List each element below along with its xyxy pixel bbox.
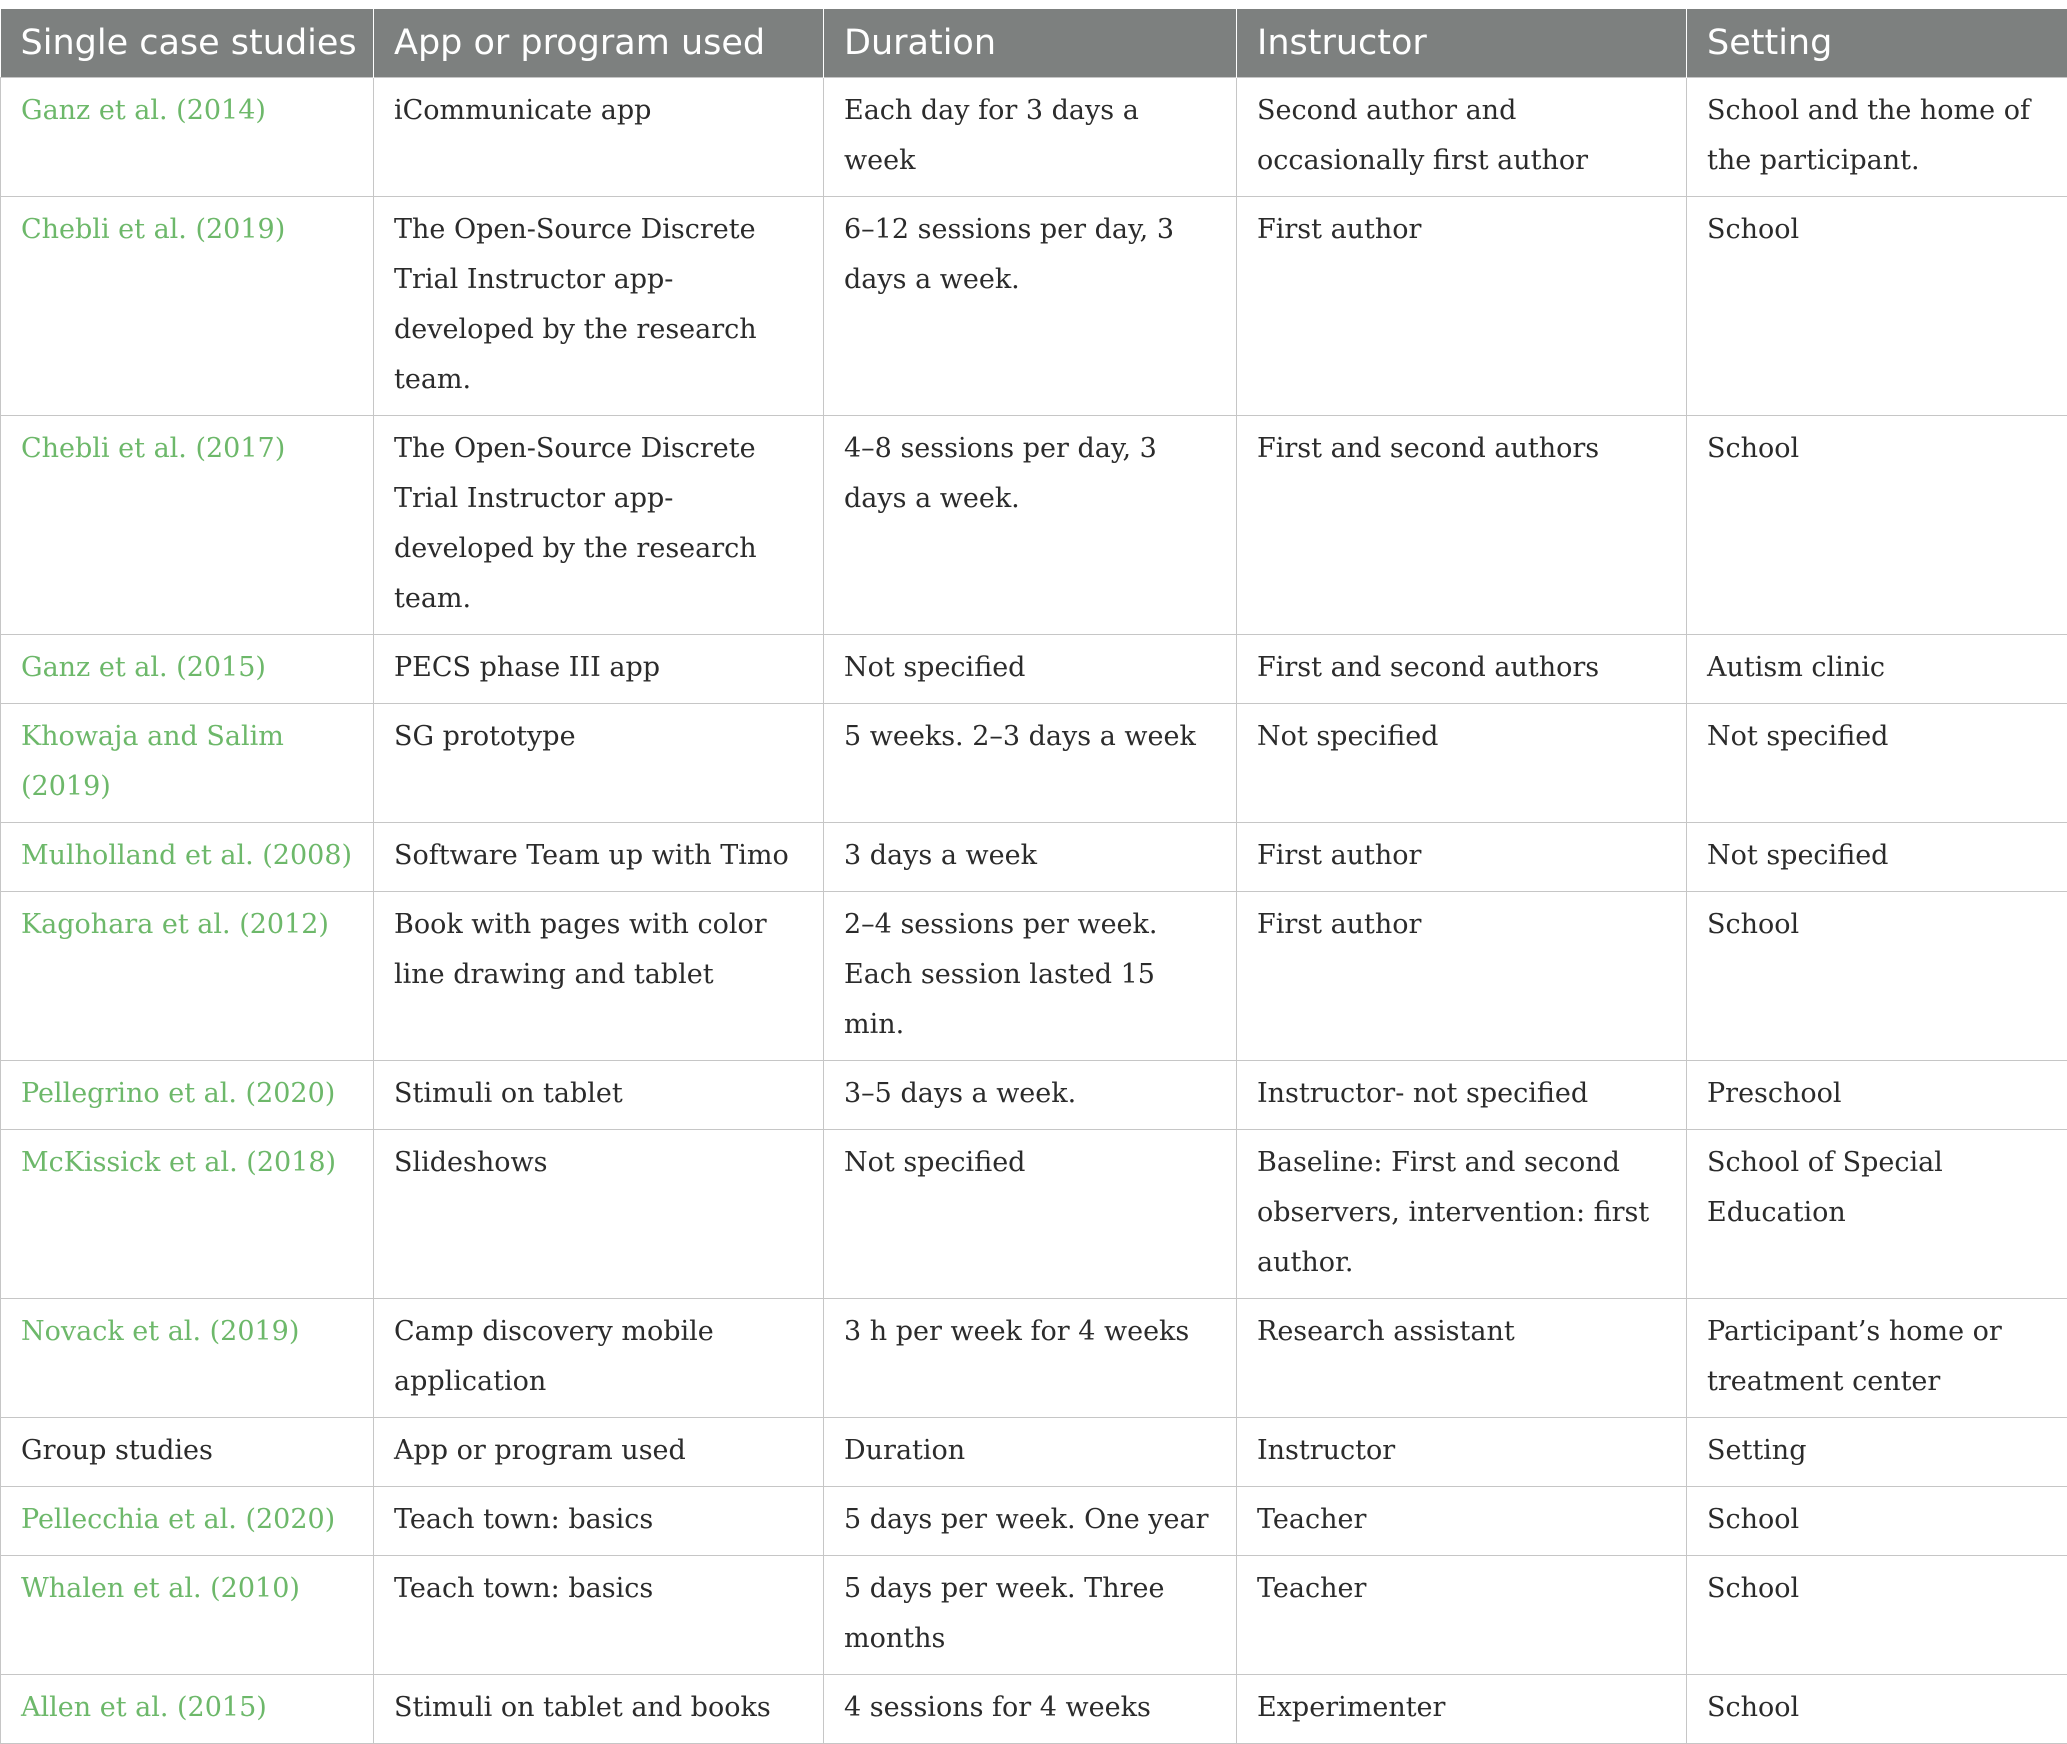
group-studies-subheader-row: [1, 1418, 2067, 1487]
duration-cell: 3 h per week for 4 weeks: [824, 1299, 1237, 1418]
duration-cell: 3 days a week: [824, 823, 1237, 892]
header-study: Single case studies: [1, 9, 374, 78]
setting-cell: School: [1687, 1487, 2067, 1556]
study-cell[interactable]: Mulholland et al. (2008): [1, 823, 374, 892]
duration-cell: 3–5 days a week.: [824, 1061, 1237, 1130]
duration-cell: 6–12 sessions per day, 3 days a week.: [824, 197, 1237, 416]
app-cell: Slideshows: [374, 1130, 824, 1299]
instructor-cell: Teacher: [1237, 1556, 1687, 1675]
table-row: [1, 416, 2067, 635]
duration-cell: Not specified: [824, 1130, 1237, 1299]
instructor-cell: Experimenter: [1237, 1675, 1687, 1744]
header-app: App or program used: [374, 9, 824, 78]
table-row: [1, 1675, 2067, 1744]
instructor-cell: Baseline: First and second observers, intervention: first author.: [1237, 1130, 1687, 1299]
setting-cell: School of Special Education: [1687, 1130, 2067, 1299]
table-row: [1, 1061, 2067, 1130]
setting-cell: Autism clinic: [1687, 635, 2067, 704]
setting-cell: School: [1687, 1556, 2067, 1675]
setting-cell: Participant’s home or treatment center: [1687, 1299, 2067, 1418]
table-row: [1, 197, 2067, 416]
table-row: [1, 704, 2067, 823]
setting-cell: Setting: [1687, 1418, 2067, 1487]
table-row: [1, 1130, 2067, 1299]
table-row: [1, 635, 2067, 704]
app-cell: Teach town: basics: [374, 1487, 824, 1556]
duration-cell: 2–4 sessions per week. Each session lasted 15 min.: [824, 892, 1237, 1061]
app-cell: SG prototype: [374, 704, 824, 823]
duration-cell: Each day for 3 days a week: [824, 78, 1237, 197]
header-instructor: Instructor: [1237, 9, 1687, 78]
table-row: [1, 823, 2067, 892]
table-row: [1, 1487, 2067, 1556]
study-cell: Group studies: [1, 1418, 374, 1487]
setting-cell: Not specified: [1687, 704, 2067, 823]
table-row: [1, 78, 2067, 197]
setting-cell: School: [1687, 416, 2067, 635]
study-cell[interactable]: Khowaja and Salim (2019): [1, 704, 374, 823]
app-cell: Software Team up with Timo: [374, 823, 824, 892]
app-cell: PECS phase III app: [374, 635, 824, 704]
app-cell: iCommunicate app: [374, 78, 824, 197]
instructor-cell: First author: [1237, 197, 1687, 416]
study-cell[interactable]: Chebli et al. (2017): [1, 416, 374, 635]
app-cell: The Open-Source Discrete Trial Instructor app- developed by the research team.: [374, 416, 824, 635]
duration-cell: Not specified: [824, 635, 1237, 704]
instructor-cell: Instructor: [1237, 1418, 1687, 1487]
table-header: [1, 9, 2067, 78]
header-setting: Setting: [1687, 9, 2067, 78]
app-cell: The Open-Source Discrete Trial Instructor app- developed by the research team.: [374, 197, 824, 416]
study-cell[interactable]: Ganz et al. (2015): [1, 635, 374, 704]
study-cell[interactable]: Ganz et al. (2014): [1, 78, 374, 197]
app-cell: Camp discovery mobile application: [374, 1299, 824, 1418]
table-row: [1, 1299, 2067, 1418]
setting-cell: School and the home of the participant.: [1687, 78, 2067, 197]
instructor-cell: Instructor- not specified: [1237, 1061, 1687, 1130]
app-cell: Stimuli on tablet: [374, 1061, 824, 1130]
app-cell: Teach town: basics: [374, 1556, 824, 1675]
studies-table: [0, 9, 2067, 1744]
duration-cell: 4 sessions for 4 weeks: [824, 1675, 1237, 1744]
table-row: [1, 1556, 2067, 1675]
setting-cell: Preschool: [1687, 1061, 2067, 1130]
instructor-cell: Teacher: [1237, 1487, 1687, 1556]
table-body: [1, 78, 2067, 1744]
instructor-cell: First author: [1237, 892, 1687, 1061]
duration-cell: 5 weeks. 2–3 days a week: [824, 704, 1237, 823]
instructor-cell: Research assistant: [1237, 1299, 1687, 1418]
app-cell: Stimuli on tablet and books: [374, 1675, 824, 1744]
studies-table-container: [0, 9, 2067, 1744]
table-row: [1, 892, 2067, 1061]
study-cell[interactable]: Kagohara et al. (2012): [1, 892, 374, 1061]
study-cell[interactable]: Pellecchia et al. (2020): [1, 1487, 374, 1556]
study-cell[interactable]: McKissick et al. (2018): [1, 1130, 374, 1299]
duration-cell: 5 days per week. One year: [824, 1487, 1237, 1556]
duration-cell: 4–8 sessions per day, 3 days a week.: [824, 416, 1237, 635]
header-row: [1, 9, 2067, 78]
duration-cell: 5 days per week. Three months: [824, 1556, 1237, 1675]
header-duration: Duration: [824, 9, 1237, 78]
study-cell[interactable]: Allen et al. (2015): [1, 1675, 374, 1744]
setting-cell: Not specified: [1687, 823, 2067, 892]
instructor-cell: Second author and occasionally first author: [1237, 78, 1687, 197]
instructor-cell: First and second authors: [1237, 416, 1687, 635]
setting-cell: School: [1687, 197, 2067, 416]
study-cell[interactable]: Novack et al. (2019): [1, 1299, 374, 1418]
app-cell: Book with pages with color line drawing and tablet: [374, 892, 824, 1061]
instructor-cell: First author: [1237, 823, 1687, 892]
duration-cell: Duration: [824, 1418, 1237, 1487]
instructor-cell: First and second authors: [1237, 635, 1687, 704]
instructor-cell: Not specified: [1237, 704, 1687, 823]
app-cell: App or program used: [374, 1418, 824, 1487]
study-cell[interactable]: Chebli et al. (2019): [1, 197, 374, 416]
study-cell[interactable]: Pellegrino et al. (2020): [1, 1061, 374, 1130]
setting-cell: School: [1687, 1675, 2067, 1744]
study-cell[interactable]: Whalen et al. (2010): [1, 1556, 374, 1675]
setting-cell: School: [1687, 892, 2067, 1061]
